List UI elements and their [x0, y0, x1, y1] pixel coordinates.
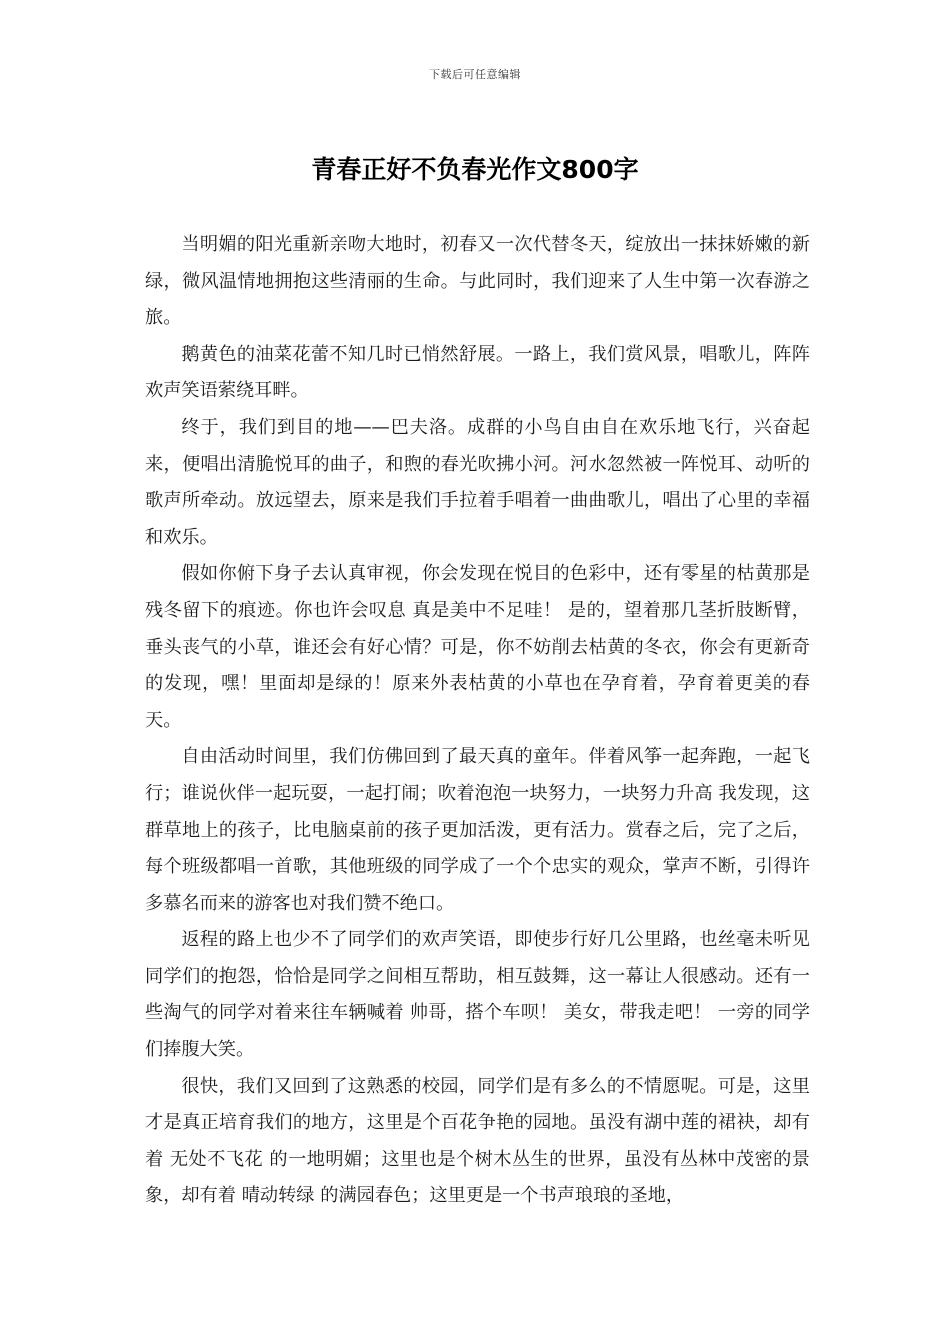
paragraph-5: 自由活动时间里，我们仿佛回到了最天真的童年。伴着风筝一起奔跑，一起飞行；谁说伙伴一起玩耍，一起打闹；吹着泡泡一块努力，一块努力升高 我发现，这群草地上的孩子，比电脑桌前的孩子更加活泼，更有活力。赏春之后，完了之后，每个班级都唱一首歌，其他班级的同学成了一个个忠实的观众，掌声不断，引得许多慕名而来的游客也对我们赞不绝口。	[145, 746, 810, 914]
paragraph-2: 鹅黄色的油菜花蕾不知几时已悄然舒展。一路上，我们赏风景，唱歌儿，阵阵欢声笑语萦绕耳畔。	[145, 343, 810, 402]
article-body	[145, 227, 810, 1215]
paragraph-1: 当明媚的阳光重新亲吻大地时，初春又一次代替冬天，绽放出一抹抹娇嫩的新绿，微风温情地拥抱这些清丽的生命。与此同时，我们迎来了人生中第一次春游之旅。	[145, 234, 810, 329]
document-title: 青春正好不负春光作文800字	[311, 155, 639, 184]
paragraph-4: 假如你俯下身子去认真审视，你会发现在悦目的色彩中，还有零星的枯黄那是残冬留下的痕迹。你也许会叹息 真是美中不足哇！ 是的，望着那几茎折肢断臂，垂头丧气的小草，谁还会有好心情？可是，你不妨削去枯黄的冬衣，你会有更新奇的发现，嘿！里面却是绿的！原来外表枯黄的小草也在孕育着，孕育着更美的春天。	[145, 563, 810, 731]
paragraph-3: 终于，我们到目的地——巴夫洛。成群的小鸟自由自在欢乐地飞行，兴奋起来，便唱出清脆悦耳的曲子，和煦的春光吹拂小河。河水忽然被一阵悦耳、动听的歌声所牵动。放远望去，原来是我们手拉着手唱着一曲曲歌儿，唱出了心里的幸福和欢乐。	[145, 416, 810, 548]
paragraph-6: 返程的路上也少不了同学们的欢声笑语，即使步行好几公里路，也丝毫未听见同学们的抱怨，恰恰是同学之间相互帮助，相互鼓舞，这一幕让人很感动。还有一些淘气的同学对着来往车辆喊着 帅哥，搭个车呗！ 美女，带我走吧！ 一旁的同学们捧腹大笑。	[145, 929, 810, 1061]
header-note: 下载后可任意编辑	[429, 68, 521, 81]
paragraph-7: 很快，我们又回到了这熟悉的校园，同学们是有多么的不情愿呢。可是，这里才是真正培育我们的地方，这里是个百花争艳的园地。虽没有湖中莲的裙袂，却有着 无处不飞花 的一地明媚；这里也是个树木丛生的世界，虽没有丛林中茂密的景象，却有着 晴动转绿 的满园春色；这里更是一个书声琅琅的圣地，	[145, 1075, 810, 1207]
